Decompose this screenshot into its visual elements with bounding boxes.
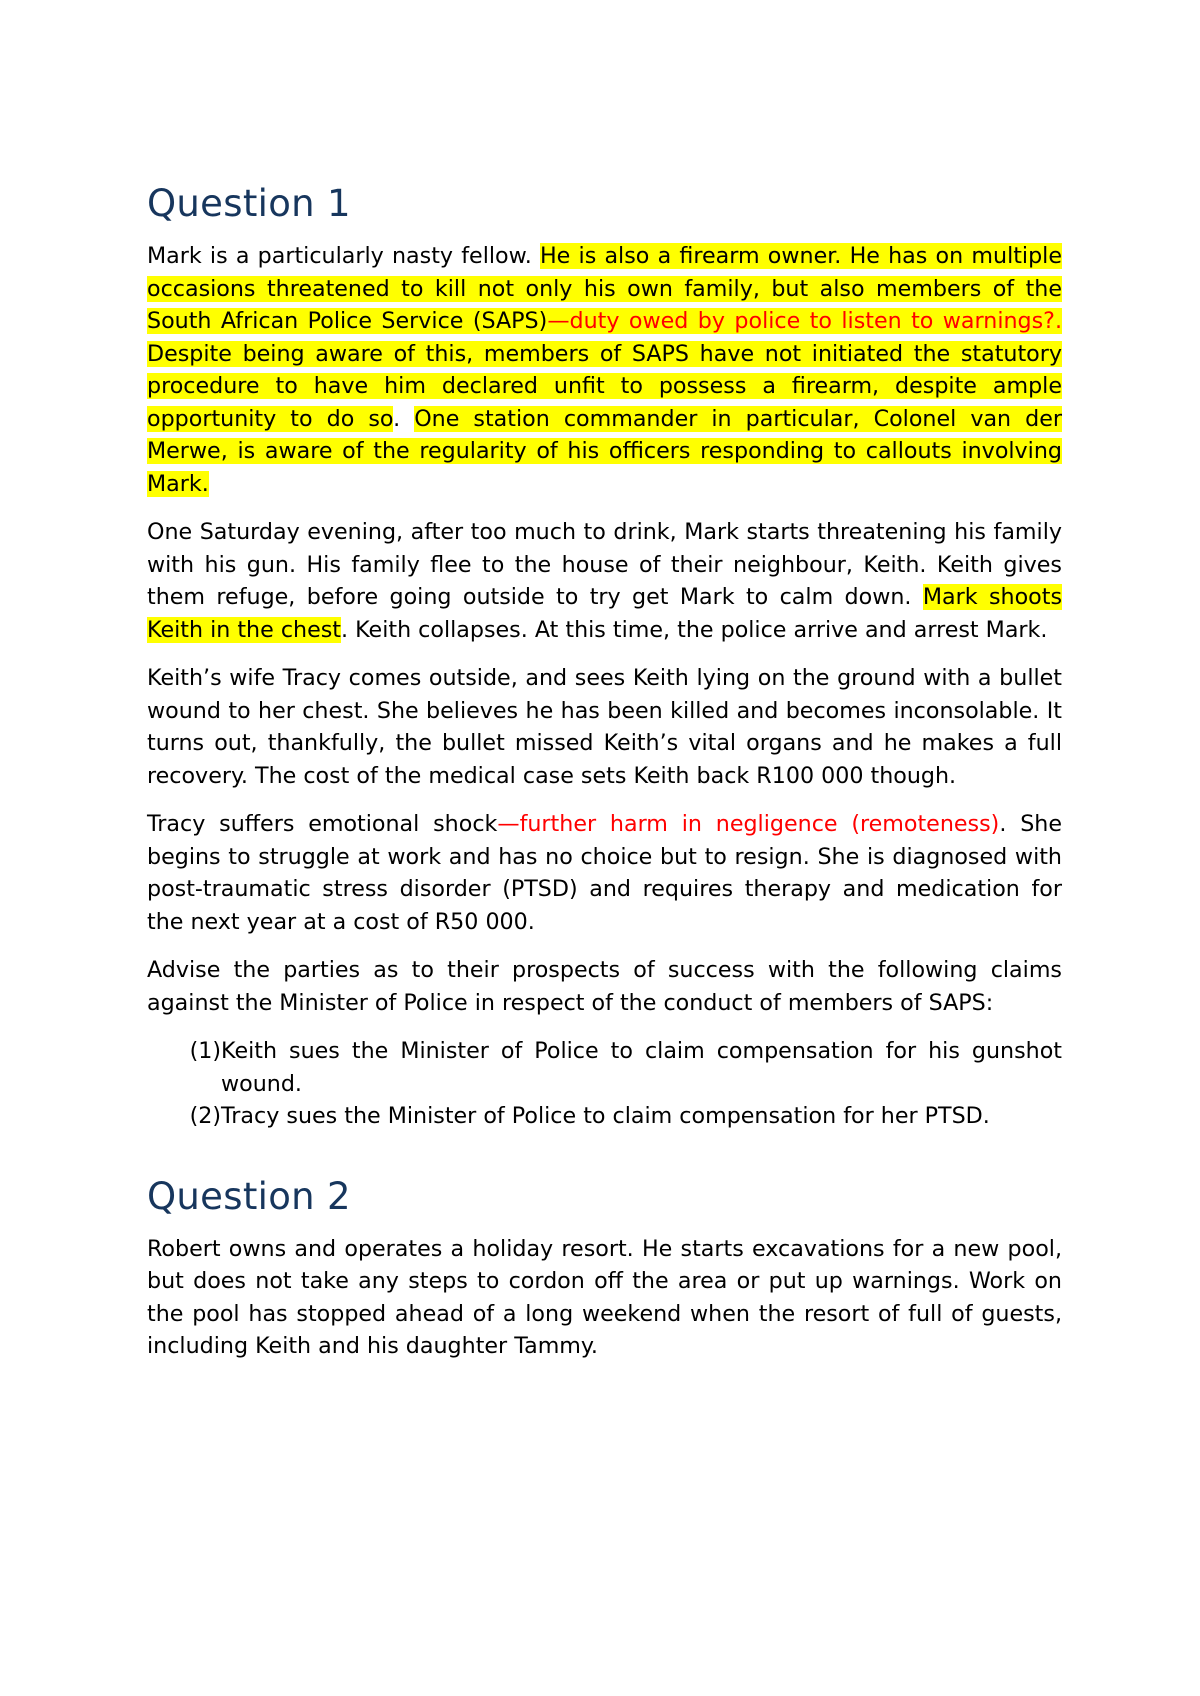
list-item-number: (1) (189, 1038, 221, 1064)
q1-paragraph-4 (147, 808, 1062, 938)
q1-p1-annotation: —duty owed by police to listen to warnings?. (547, 308, 1063, 334)
q1-p2-text: One Saturday evening, after too much to drink, Mark starts threatening his family with his gun. His family flee to the house of their neighbour, Keith. Keith gives them refuge, before going outside to try get Mark to calm down. (147, 519, 1062, 610)
q1-paragraph-5: Advise the parties as to their prospects of success with the following claims against the Minister of Police in respect of the conduct of members of SAPS: (147, 957, 1062, 1016)
document-page (147, 180, 1062, 1379)
q1-p2-text: . Keith collapses. At this time, the police arrive and arrest Mark. (341, 616, 1048, 643)
question-2-heading: Question 2 (147, 1174, 351, 1218)
q1-paragraph-1 (147, 240, 1062, 500)
q1-p4-text: . She begins to struggle at work and has no choice but to resign. She is diagnosed with post-traumatic stress disorder (PTSD) and requires therapy and medication for the next year at a cost of R50 000. (147, 811, 1062, 935)
q1-p1-highlight: One station commander in particular, Colonel van der Merwe, is aware of the regularity of his officers responding to callouts involving Mark. (147, 405, 1063, 497)
q1-p4-text: Tracy suffers emotional shock (147, 811, 498, 837)
q1-p4-annotation: —further harm in negligence (remoteness) (497, 811, 1000, 837)
q1-p1-text: . (393, 405, 415, 432)
claims-list (147, 1035, 1062, 1133)
q1-p1-text: Mark is a particularly nasty fellow. (147, 243, 540, 269)
list-item-text: Tracy sues the Minister of Police to claim compensation for her PTSD. (221, 1103, 990, 1129)
list-item-text: Keith sues the Minister of Police to claim compensation for his gunshot wound. (221, 1038, 1062, 1097)
list-item-number: (2) (189, 1103, 221, 1129)
question-1-heading: Question 1 (147, 182, 351, 225)
q1-p1-highlight: Despite being aware of this, members of SAPS have not initiated the statutory procedure to have him declared unfit to possess a firearm, despite ample opportunity to do so (147, 340, 1062, 432)
q2-paragraph-1: Robert owns and operates a holiday resort. He starts excavations for a new pool, but does not take any steps to cordon off the area or put up warnings. Work on the pool has stopped ahead of a long weekend when the resort of full of guests, including Keith and his daughter Tammy. (147, 1235, 1062, 1359)
list-item (147, 1035, 1062, 1100)
q1-p2-highlight: Mark shoots Keith in the chest (147, 584, 1062, 643)
q1-paragraph-3: Keith’s wife Tracy comes outside, and sees Keith lying on the ground with a bullet wound to her chest. She believes he has been killed and becomes inconsolable. It turns out, thankfully, the bullet missed Keith’s vital organs and he makes a full recovery. The cost of the medical case sets Keith back R100 000 though. (147, 665, 1062, 789)
q1-p1-highlight: He is also a firearm owner. He has on multiple occasions threatened to kill not only his own family, but also members of the South African Police Service (SAPS) (147, 243, 1062, 334)
list-item (147, 1100, 1062, 1133)
q1-paragraph-2 (147, 516, 1062, 646)
